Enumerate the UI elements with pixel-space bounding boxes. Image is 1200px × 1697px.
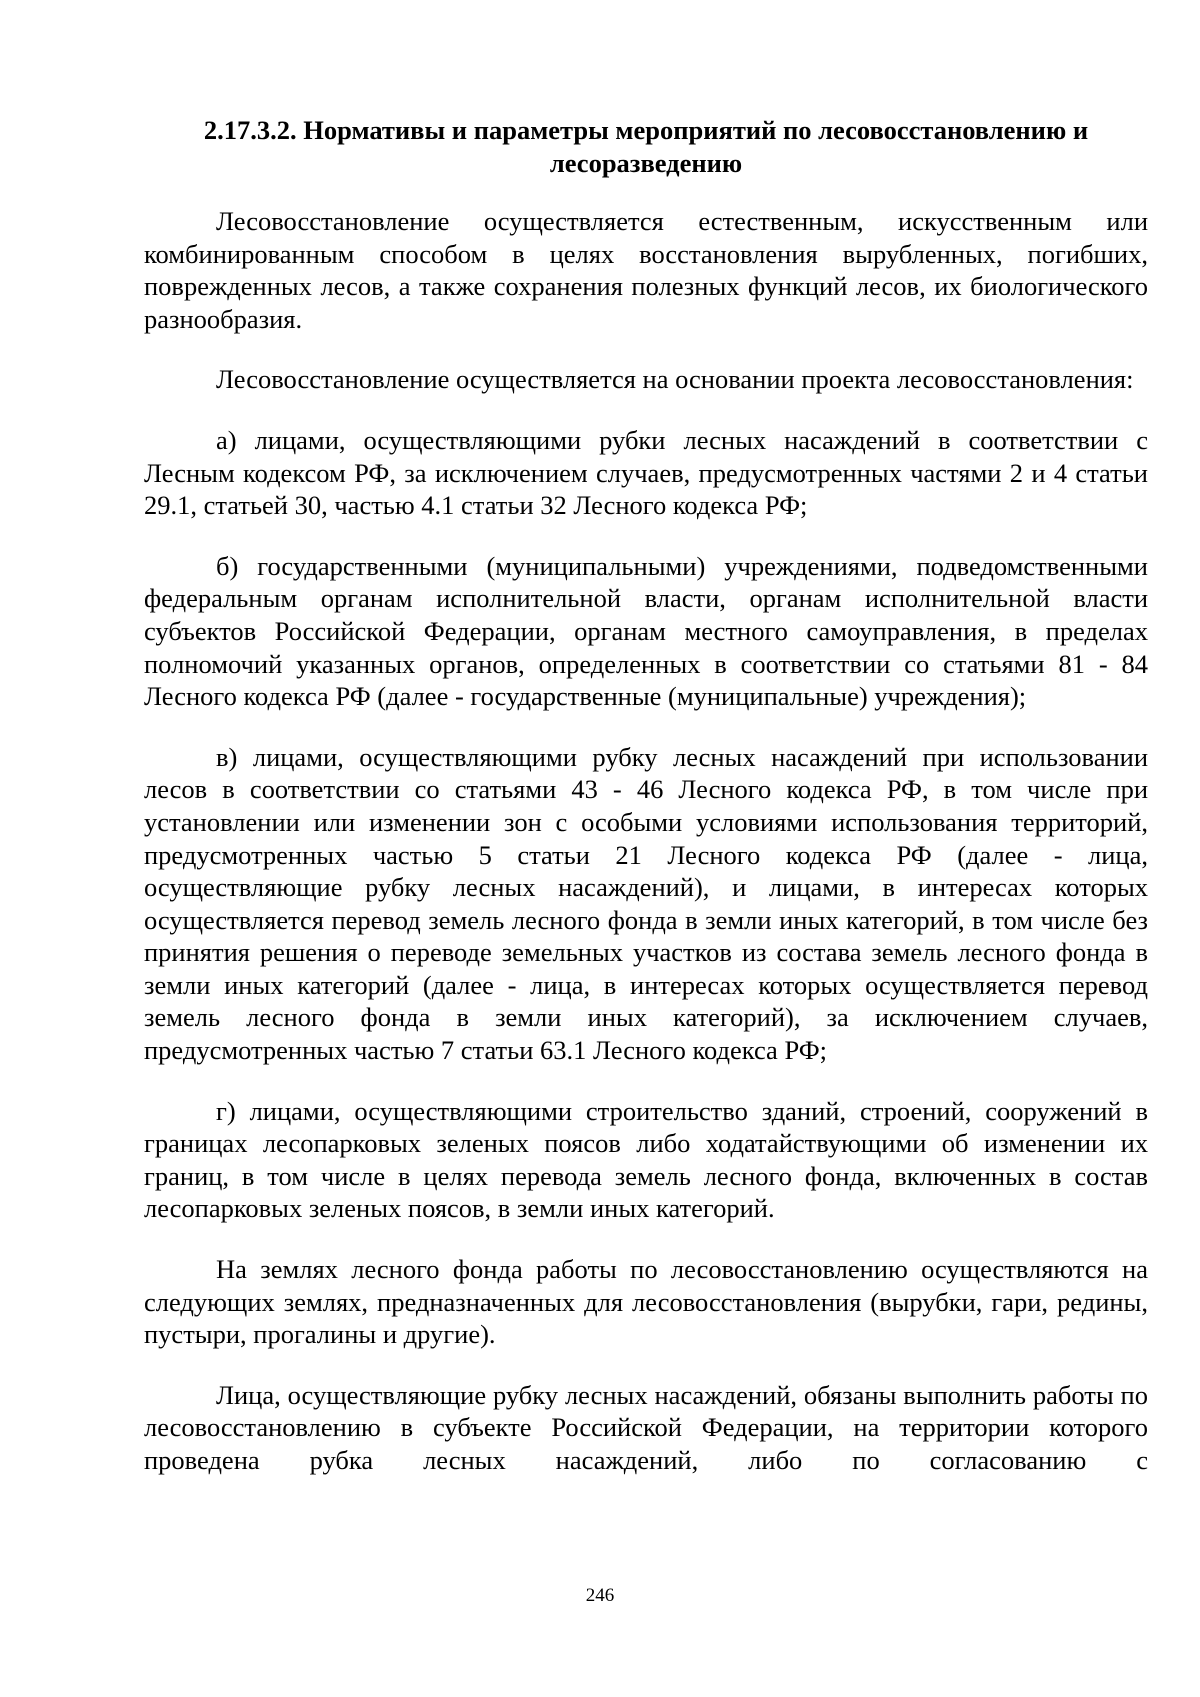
section-heading: 2.17.3.2. Нормативы и параметры мероприятий по лесовосстановлению и лесоразведению bbox=[203, 115, 1089, 178]
paragraph-reforestation-methods: Лесовосстановление осуществляется естественным, искусственным или комбинированным способом в целях восстановления вырубленных, погибших, поврежденных лесов, а также сохранения полезных функций лесов, их биологического разнообразия. bbox=[144, 206, 1148, 334]
page-number: 246 bbox=[585, 1585, 615, 1606]
paragraph-obligations: Лица, осуществляющие рубку лесных насаждений, обязаны выполнить работы по лесовосстановлению в субъекте Российской Федерации, на территории которого проведена рубка лесных насаждений, либо по согласованию с bbox=[144, 1379, 1148, 1475]
paragraph-item-g: г) лицами, осуществляющими строительство зданий, строений, сооружений в границах лесопарковых зеленых поясов либо ходатайствующими об изменении их границ, в том числе в целях перевода земель лесного фонда, включенных в состав лесопарковых зеленых поясов, в земли иных категорий. bbox=[144, 1095, 1148, 1224]
paragraph-item-v: в) лицами, осуществляющими рубку лесных насаждений при использовании лесов в соответствии со статьями 43 - 46 Лесного кодекса РФ, в том числе при установлении или изменении зон с особыми условиями использования территорий, предусмотренных частью 5 статьи 21 Лесного кодекса РФ (далее - лица, осуществляющие рубку лесных насаждений), и лицами, в интересах которых осуществляется перевод земель лесного фонда в земли иных категорий, в том числе без принятия решения о переводе земельных участков из состава земель лесного фонда в земли иных категорий (далее - лица, в интересах которых осуществляется перевод земель лесного фонда в земли иных категорий), за исключением случаев, предусмотренных частью 7 статьи 63.1 Лесного кодекса РФ; bbox=[144, 741, 1148, 1066]
paragraph-item-a: а) лицами, осуществляющими рубки лесных насаждений в соответствии с Лесным кодексом РФ, за исключением случаев, предусмотренных частями 2 и 4 статьи 29.1, статьей 30, частью 4.1 статьи 32 Лесного кодекса РФ; bbox=[144, 424, 1148, 521]
paragraph-reforestation-basis: Лесовосстановление осуществляется на основании проекта лесовосстановления: bbox=[216, 364, 1134, 395]
page-content bbox=[144, 114, 1148, 1505]
paragraph-forest-lands: На землях лесного фонда работы по лесовосстановлению осуществляются на следующих землях, предназначенных для лесовосстановления (вырубки, гари, редины, пустыри, прогалины и другие). bbox=[144, 1254, 1148, 1350]
paragraph-item-b: б) государственными (муниципальными) учреждениями, подведомственными федеральным органам исполнительной власти, органам исполнительной власти субъектов Российской Федерации, органам местного самоуправления, в пределах полномочий указанных органов, определенных в соответствии со статьями 81 - 84 Лесного кодекса РФ (далее - государственные (муниципальные) учреждения); bbox=[144, 550, 1148, 712]
